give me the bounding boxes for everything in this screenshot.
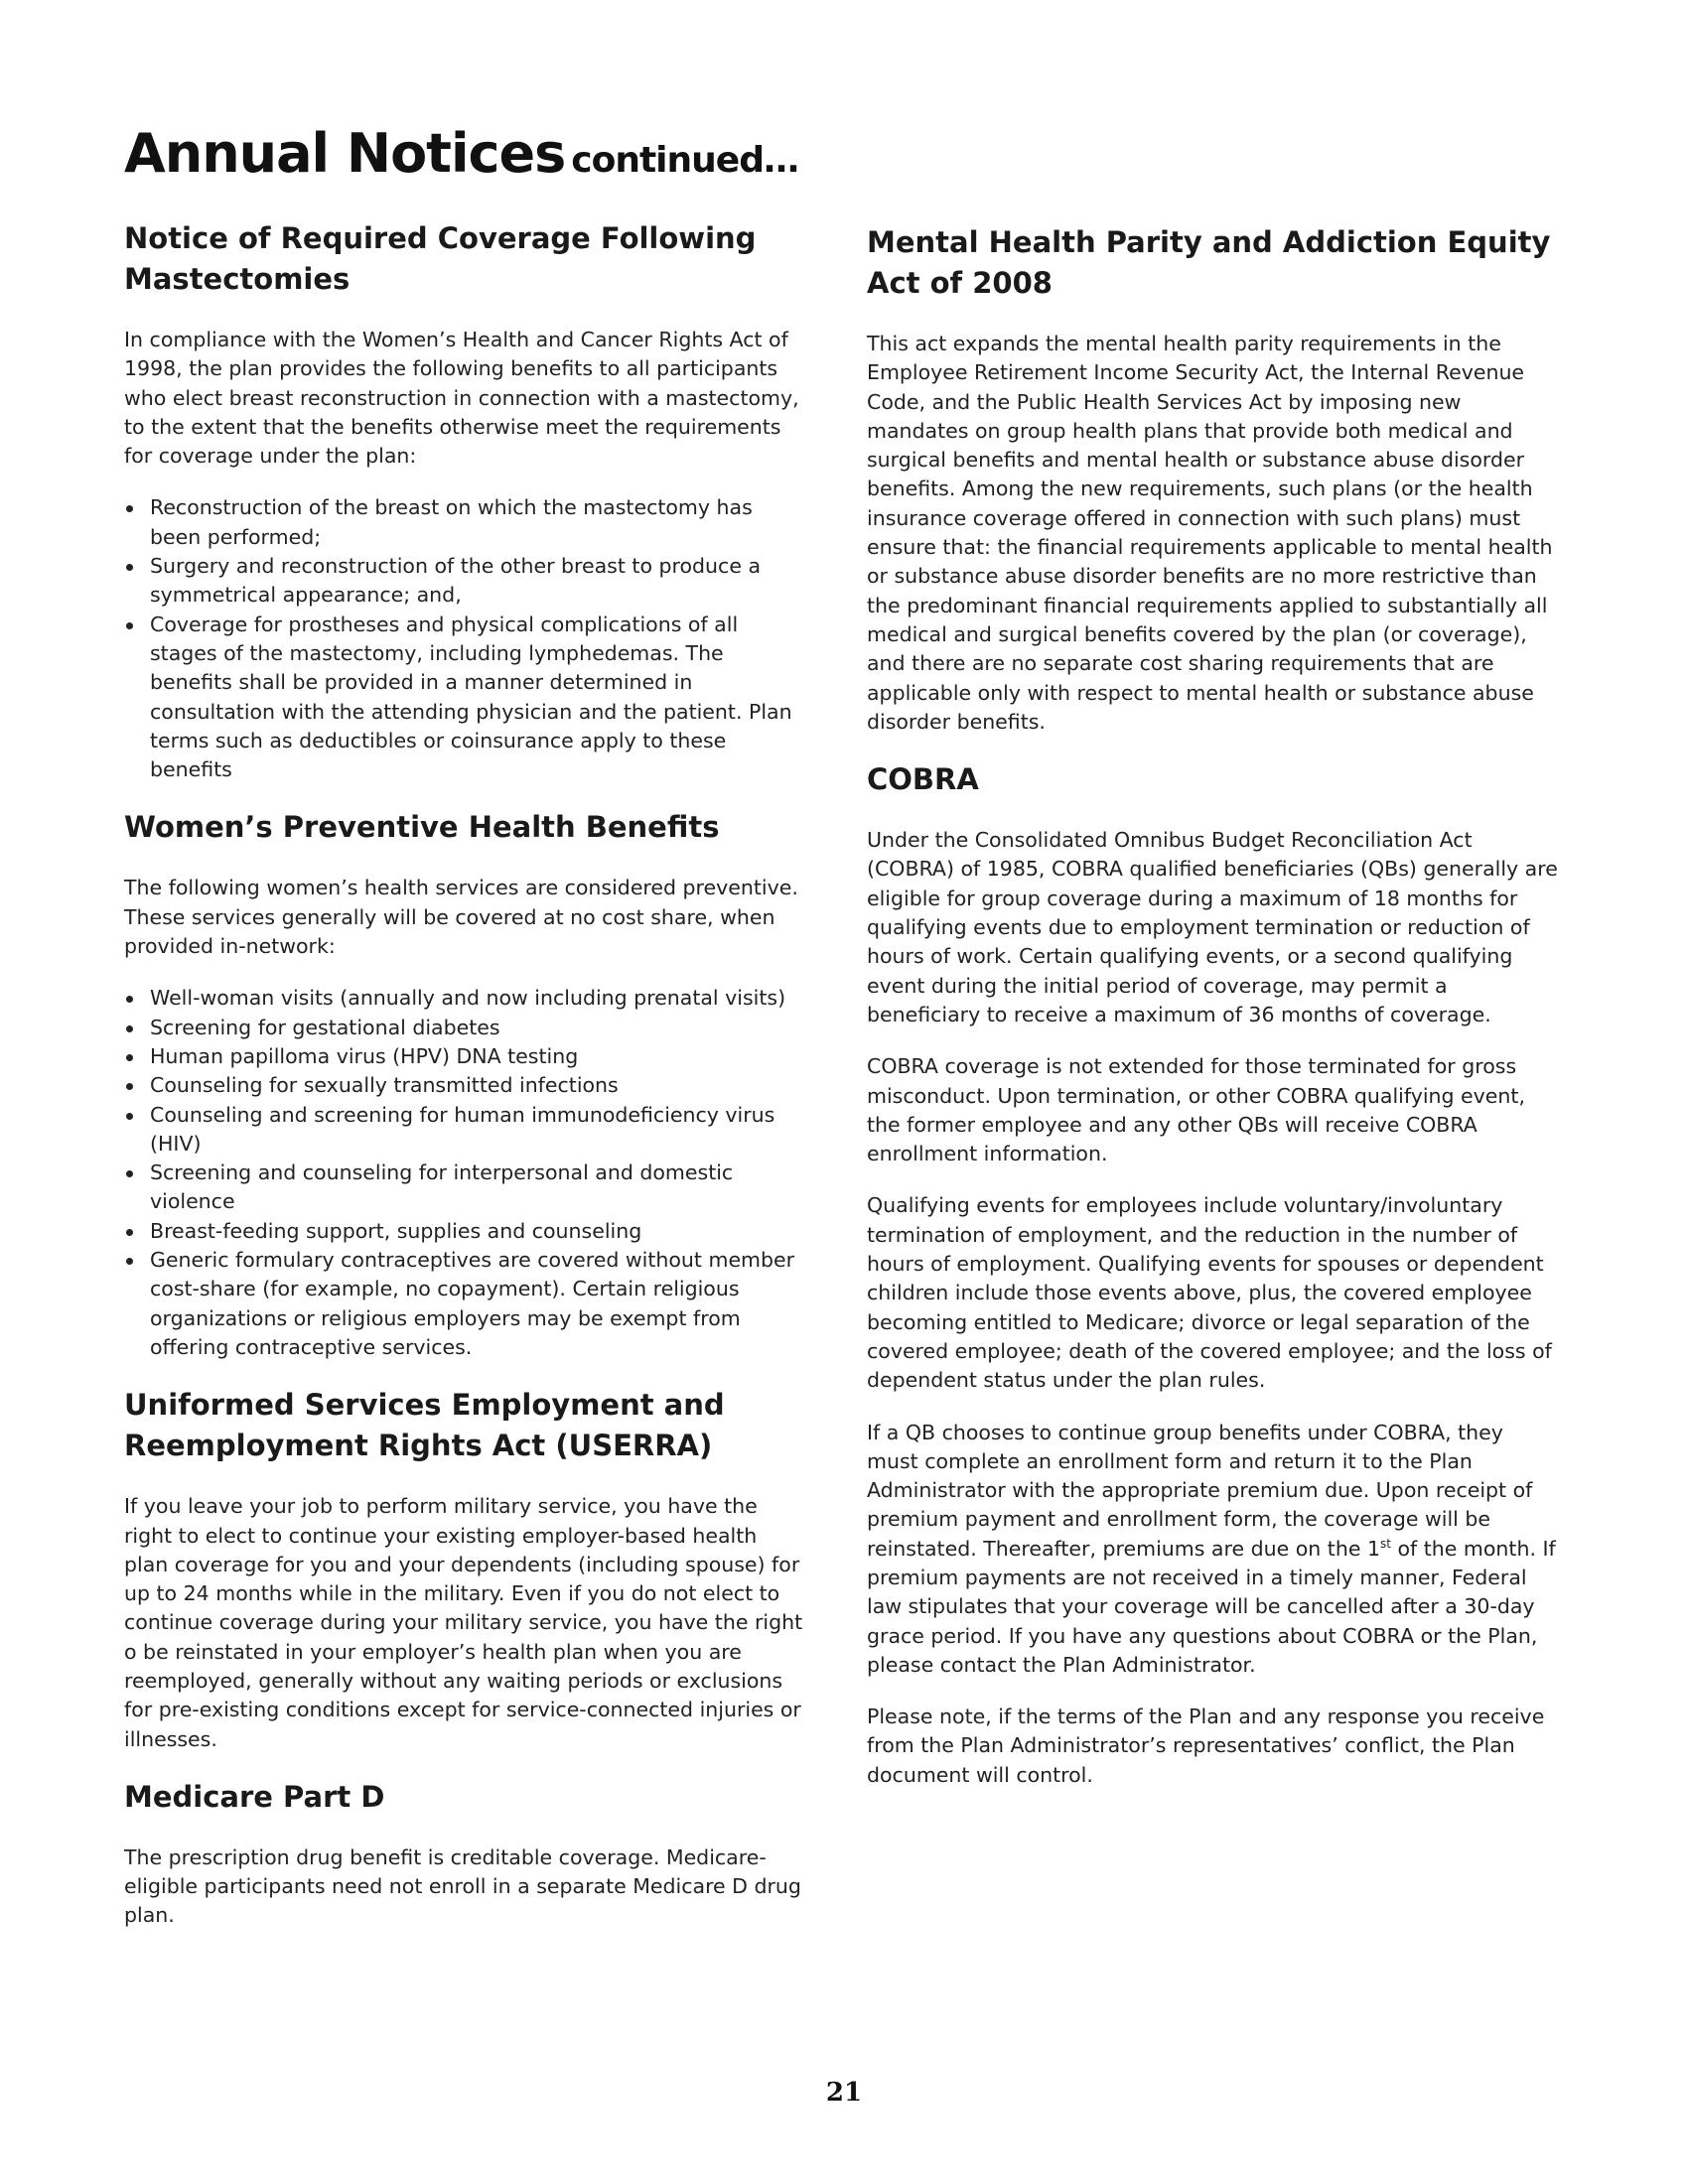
mastectomy-section [124,218,804,784]
medicare-section [124,1777,804,1931]
list-item: Counseling and screening for human immunodeficiency virus (HIV) [150,1101,804,1160]
list-item: Generic formulary contraceptives are covered without member cost-share (for example, no copayment). Certain religious organizations or religious employers may be exempt from offering contraceptive services. [150,1246,804,1362]
womens-preventive-intro: The following women’s health services are considered preventive. These services generally will be covered at no cost share, when provided in-network: [124,876,798,959]
left-column [124,218,804,1954]
parity-section [867,222,1559,737]
medicare-body: The prescription drug benefit is creditable coverage. Medicare-eligible participants need not enroll in a separate Medicare D drug plan. [124,1844,801,1928]
page-number: 21 [825,2078,863,2108]
cobra-paragraph-4 [867,1419,1559,1681]
mastectomy-heading: Notice of Required Coverage Following Mastectomies [124,221,757,296]
cobra-paragraph-4-start: If a QB chooses to continue group benefits under COBRA, they must complete an enrollment form and return it to the Plan Administrator with the appropriate premium due. Upon receipt of premium payment and enrollment form, the coverage will be reinstated. Thereafter, premiums are due on the 1 [867,1420,1533,1561]
list-item: Screening for gestational diabetes [150,1014,804,1042]
parity-heading: Mental Health Parity and Addiction Equity Act of 2008 [867,225,1551,300]
list-item: Screening and counseling for interpersonal and domestic violence [150,1159,804,1217]
medicare-heading: Medicare Part D [124,1779,385,1814]
title-continued: continued… [571,140,798,181]
cobra-paragraph-1: Under the Consolidated Omnibus Budget Reconciliation Act (COBRA) of 1985, COBRA qualified beneficiaries (QBs) generally are eligible for group coverage during a maximum of 18 months for qualifying events due to employment termination or reduction of hours of work. Certain qualifying events, or a second qualifying event during the initial period of coverage, may permit a beneficiary to receive a maximum of 36 months of coverage. [867,828,1558,1026]
userra-body: If you leave your job to perform military service, you have the right to elect to continue your existing employer-based health plan coverage for you and your dependents (including spouse) for up to 24 months while in the military. Even if you do not elect to continue coverage during your military service, you have the right o be reinstated in your employer’s health plan when you are reemployed, generally without any waiting periods or exclusions for pre-existing conditions except for service-connected injuries or illnesses. [124,1494,803,1751]
list-item: Surgery and reconstruction of the other breast to produce a symmetrical appearance; and, [150,552,804,611]
page-title [124,122,798,185]
userra-section [124,1385,804,1754]
list-item: Breast-feeding support, supplies and counseling [150,1217,804,1246]
cobra-paragraph-3: Qualifying events for employees include voluntary/involuntary termination of employment, and the reduction in the number of hours of employment. Qualifying events for spouses or dependent children include those events above, plus, the covered employee becoming entitled to Medicare; divorce or legal separation of the covered employee; death of the covered employee; and the loss of dependent status under the plan rules. [867,1193,1552,1393]
title-main: Annual Notices [124,122,566,185]
womens-preventive-list [124,984,804,1362]
list-item: Coverage for prostheses and physical complications of all stages of the mastectomy, including lymphedemas. The benefits shall be provided in a manner determined in consultation with the attending physician and the patient. Plan terms such as deductibles or coinsurance apply to these benefits [150,611,804,785]
womens-preventive-heading: Women’s Preventive Health Benefits [124,810,720,845]
cobra-heading: COBRA [867,762,979,797]
right-column [867,222,1559,1813]
parity-body: This act expands the mental health parity requirements in the Employee Retirement Income Security Act, the Internal Revenue Code, and the Public Health Services Act by imposing new mandates on group health plans that provide both medical and surgical benefits and mental health or substance abuse disorder benefits. Among the new requirements, such plans (or the health insurance coverage offered in connection with such plans) must ensure that: the financial requirements applicable to mental health or substance abuse disorder benefits are no more restrictive than the predominant financial requirements applied to substantially all medical and surgical benefits covered by the plan (or coverage), and there are no separate cost sharing requirements that are applicable only with respect to mental health or substance abuse disorder benefits. [867,332,1553,734]
cobra-paragraph-2: COBRA coverage is not extended for those terminated for gross misconduct. Upon termination, or other COBRA qualifying event, the former employee and any other QBs will receive COBRA enrollment information. [867,1054,1525,1166]
womens-preventive-section [124,807,804,1362]
list-item: Counseling for sexually transmitted infections [150,1071,804,1100]
list-item: Reconstruction of the breast on which the mastectomy has been performed; [150,493,804,552]
ordinal-superscript: st [1379,1536,1391,1551]
list-item: Human papilloma virus (HPV) DNA testing [150,1042,804,1071]
userra-heading: Uniformed Services Employment and Reemployment Rights Act (USERRA) [124,1388,725,1463]
cobra-paragraph-4-end: of the month. If premium payments are not received in a timely manner, Federal law stipulates that your coverage will be cancelled after a 30-day grace period. If you have any questions about COBRA or the Plan, please contact the Plan Administrator. [867,1536,1556,1677]
mastectomy-list [124,493,804,784]
list-item: Well-woman visits (annually and now including prenatal visits) [150,984,804,1013]
mastectomy-intro: In compliance with the Women’s Health and Cancer Rights Act of 1998, the plan provides the following benefits to all participants who elect breast reconstruction in connection with a mastectomy, to the extent that the benefits otherwise meet the requirements for coverage under the plan: [124,328,799,469]
cobra-section [867,759,1559,1790]
cobra-paragraph-5: Please note, if the terms of the Plan and any response you receive from the Plan Administrator’s representatives’ conflict, the Plan document will control. [867,1705,1545,1787]
